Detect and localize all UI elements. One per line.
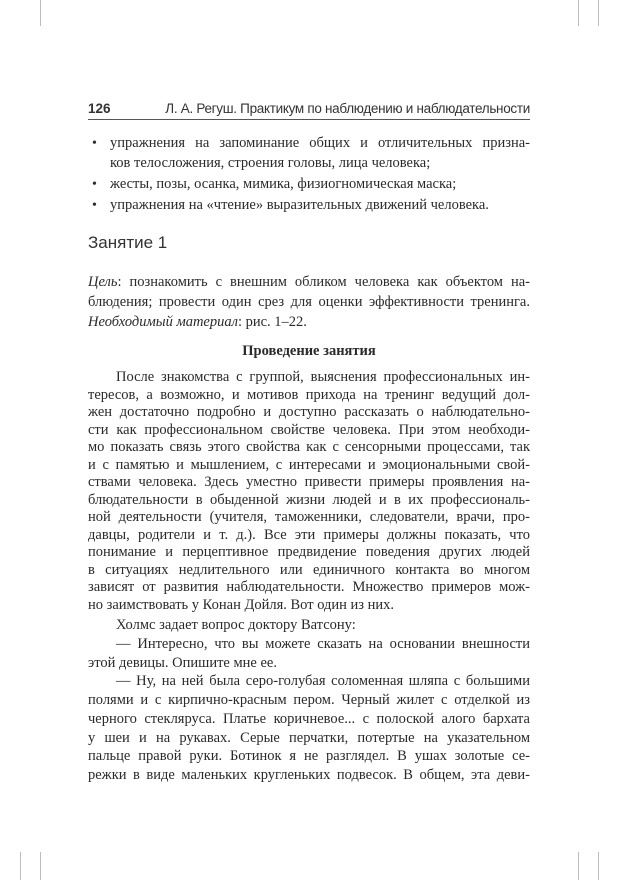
material-label: Необходимый материал [88,314,238,330]
dialogue-line: режки в виде маленьких кругленьких подвесок. В общем, эта деви- [88,767,530,783]
paragraph-line: в ситуациях недлительного или единичного контакта во многом [88,561,530,578]
bullet-item-line: жесты, позы, осанка, мимика, физиогномическая маска; [110,176,457,192]
crop-mark [598,852,599,880]
dialogue-line: пальце правой руки. Ботинок я не разглядел. В ушах золотые се- [88,748,530,765]
crop-mark [598,0,599,26]
material-line [88,314,530,331]
crop-mark [578,852,579,880]
paragraph-line: зависят от развития наблюдательности. Множество примеров мож- [88,579,530,595]
paragraph-line: тересов, а возможно, и мотивов прихода на тренинг ведущий дол- [88,386,530,403]
paragraph-line: После знакомства с группой, выяснения профессиональных ин- [116,369,530,385]
dialogue-line: Холмс задает вопрос доктору Ватсону: [116,617,356,633]
section-title: Проведение занятия [242,343,376,359]
dialogue-line: полями и с кирпично-красным пером. Черный жилет с отделкой из [88,692,530,708]
paragraph-line: мо показать связь этого свойства как с сенсорными процессами, так [88,439,530,455]
page-number: 126 [88,101,111,116]
paragraph-line: понимание и перцептивное предвидение поведения других людей [88,544,530,560]
bullet-item-line: ков телосложения, строения головы, лица человека; [110,155,431,171]
dialogue-line: — Интересно, что вы можете сказать на основании внешности [116,635,530,652]
bullet-icon: • [92,136,97,151]
running-header [88,101,530,120]
material-text: : рис. 1–22. [237,314,307,330]
dialogue-line: этой девицы. Опишите мне ее. [88,654,277,671]
goal-line [88,274,530,291]
paragraph-line: жен достаточно подробно и доступно рассказать о наблюдательно- [88,404,530,420]
goal-label: Цель [88,274,118,290]
goal-line: блюдения; провести один срез для оценки эффективности тренинга. [88,294,530,310]
paragraph-line: ствами человека. Здесь уместно привести примеры проявления на- [88,474,530,490]
lesson-title: Занятие 1 [88,233,168,252]
running-title: Л. А. Регуш. Практикум по наблюдению и наблюдательности [165,101,530,116]
crop-mark [578,0,579,26]
paragraph-line: и с памятью и мышлением, с интересами и эмоциональными свой- [88,456,530,473]
dialogue-line: черного стекляруса. Платье коричневое... с полоской алого бархата [88,710,530,727]
bullet-item-line: упражнения на запоминание общих и отличительных призна- [110,135,530,151]
bullet-icon: • [92,177,97,192]
paragraph-line: блюдательности в обыденной жизни людей и в их профессиональ- [88,491,530,508]
crop-mark [20,852,21,880]
paragraph-line: ной деятельности (учителя, таможенники, следователи, врачи, про- [88,509,530,525]
paragraph-line: но заимствовать у Конан Дойля. Вот один из них. [88,596,395,613]
crop-mark [40,0,41,26]
bullet-item-line: упражнения на «чтение» выразительных движений человека. [110,197,489,213]
goal-text: : познакомить с внешним обликом человека как объектом на- [117,274,530,290]
paragraph-line: сти как профессиональном свойстве человека. При этом необходи- [88,421,530,438]
paragraph-line: давцы, родители и т. д.). Все эти примеры должны показать, что [88,526,530,543]
dialogue-line: — Ну, на ней была серо-голубая соломенная шляпа с большими [116,673,530,690]
bullet-icon: • [92,198,97,213]
crop-mark [40,852,41,880]
dialogue-line: у шеи и на рукавах. Серые перчатки, потертые на указательном [88,729,530,746]
